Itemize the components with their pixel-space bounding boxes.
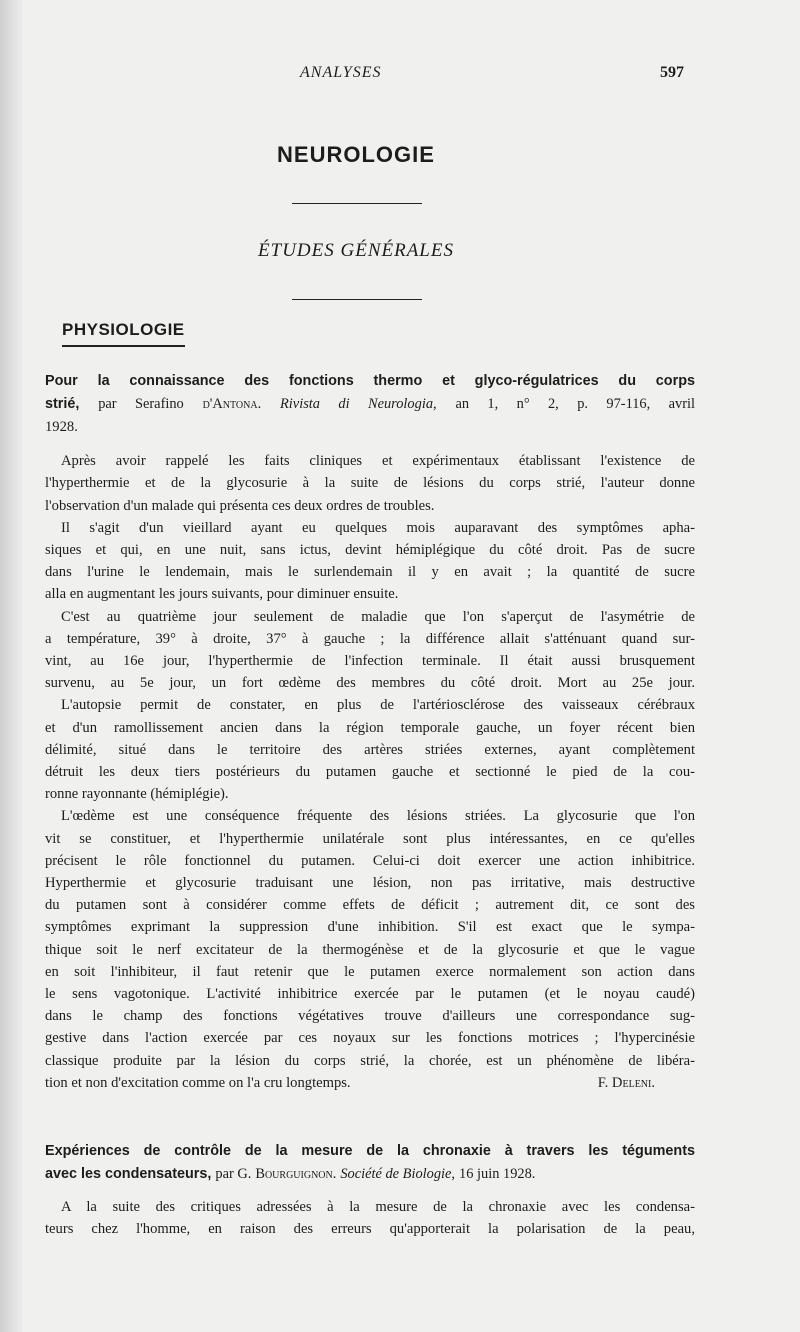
body-line: du putamen sont à considérer comme effets de déficit ; autrement dit, ce sont des	[45, 897, 695, 914]
article-title-line	[45, 1163, 695, 1186]
subsection-title: ÉTUDES GÉNÉRALES	[258, 240, 454, 261]
body-line: a température, 39° à droite, 37° à gauche ; la différence allait s'atténuant quand sur-	[45, 630, 695, 647]
body-line: l'observation d'un malade qui présenta ces deux ordres de troubles.	[45, 497, 435, 514]
article-title-line: Pour la connaissance des fonctions thermo et glyco-régulatrices du corps	[45, 373, 695, 389]
body-line: délimité, situé dans le territoire des artères striées externes, ayant complètement	[45, 741, 695, 758]
body-line: teurs chez l'homme, en raison des erreurs qu'apporterait la polarisation de la peau,	[45, 1221, 695, 1238]
section-title: NEUROLOGIE	[277, 142, 435, 167]
body-line: vit se constituer, et l'hyperthermie unilatérale sont plus intéressantes, en ce qu'elles	[45, 830, 695, 847]
citation-journal: Société de Biologie,	[340, 1166, 456, 1182]
citation-details: 16 juin 1928.	[459, 1166, 536, 1182]
author-signature: F. Deleni.	[597, 1074, 655, 1091]
body-line: en soit l'inhibiteur, il faut retenir que le putamen exerce normalement son action dans	[45, 963, 695, 980]
citation-prefix: par G.	[215, 1166, 252, 1182]
body-line: C'est au quatrième jour seulement de maladie que l'on s'aperçut de l'asymétrie de	[61, 608, 695, 625]
body-closing-line	[45, 1072, 695, 1094]
body-line: siques et qui, en une nuit, sans ictus, devint hémiplégique du côté droit. Pas de sucre	[45, 542, 695, 559]
body-line: le sens vagotonique. L'activité inhibitrice exercée par le putamen (et le noyau caudé)	[45, 986, 695, 1003]
page-edge-shadow	[0, 0, 22, 1332]
page-number: 597	[660, 64, 684, 81]
category-heading: PHYSIOLOGIE	[62, 320, 185, 347]
body-line: ronne rayonnante (hémiplégie).	[45, 786, 229, 803]
body-line: dans le champ des fonctions végétatives trouve d'ailleurs une correspondance sug-	[45, 1008, 695, 1025]
body-line: A la suite des critiques adressées à la mesure de la chronaxie avec les condensa-	[61, 1199, 695, 1215]
body-line: L'autopsie permit de constater, en plus de l'artériosclérose des vaisseaux cérébraux	[61, 697, 695, 714]
article-title-line	[45, 393, 695, 416]
body-line: alla en augmentant les jours suivants, pour diminuer ensuite.	[45, 586, 399, 603]
article-2	[45, 1140, 695, 1240]
title-rule	[292, 203, 422, 204]
body-line: survenu, au 5e jour, un fort œdème des membres du côté droit. Mort au 25e jour.	[45, 675, 695, 692]
article-title-end: avec les condensateurs,	[45, 1166, 212, 1182]
article-1	[45, 370, 695, 1094]
citation-year: 1928.	[45, 419, 78, 435]
citation-author: Bourguignon.	[255, 1166, 337, 1182]
body-line: classique produite par la lésion du corps strié, la chorée, est un phénomène de libéra-	[45, 1052, 695, 1069]
body-line: Après avoir rappelé les faits cliniques et expérimentaux établissant l'existence de	[61, 453, 695, 470]
article-title-line: Expériences de contrôle de la mesure de la chronaxie à travers les téguments	[45, 1143, 695, 1159]
body-line: détruit les deux tiers postérieurs du putamen gauche et sectionné le pied de la cou-	[45, 764, 695, 781]
body-line: l'hyperthermie et de la glycosurie à la suite de lésions du corps strié, l'auteur donne	[45, 475, 695, 492]
subsection-rule	[292, 299, 422, 300]
article-title-end: strié,	[45, 396, 80, 412]
citation-author: d'Antona.	[202, 396, 262, 412]
citation-journal: Rivista di Neurologia,	[280, 396, 437, 412]
body-line: gestive dans l'action exercée par ces noyaux sur les fonctions motrices ; l'hypercinésie	[45, 1030, 695, 1047]
body-line: précisent le rôle fonctionnel du putamen. Celui-ci doit exercer une action inhibitrice.	[45, 852, 695, 869]
body-line: symptômes exprimant la suppression d'une inhibition. S'il est exact que le sympa-	[45, 919, 695, 936]
citation-prefix: par Serafino	[98, 396, 184, 412]
body-line: dans l'urine le lendemain, mais le surlendemain il y en avait ; la quantité de sucre	[45, 564, 695, 581]
body-line: thique soit le nerf excitateur de la thermogénèse et de la glycosurie et que le vague	[45, 941, 695, 958]
body-line: vint, au 16e jour, l'hyperthermie de l'infection terminale. Il était aussi brusquement	[45, 653, 695, 670]
citation-details: an 1, n° 2, p. 97-116, avril	[455, 396, 696, 412]
body-line: L'œdème est une conséquence fréquente des lésions striées. La glycosurie que l'on	[61, 808, 695, 825]
body-line: Hyperthermie et glycosurie traduisant une lésion, non pas irritative, mais destructive	[45, 875, 695, 892]
body-line: et d'un ramollissement ancien dans la région temporale gauche, un foyer récent bien	[45, 719, 695, 736]
body-line: tion et non d'excitation comme on l'a cru longtemps.	[45, 1074, 351, 1091]
running-head: ANALYSES	[300, 64, 382, 81]
body-line: Il s'agit d'un vieillard ayant eu quelques mois auparavant des symptômes apha-	[61, 519, 695, 536]
